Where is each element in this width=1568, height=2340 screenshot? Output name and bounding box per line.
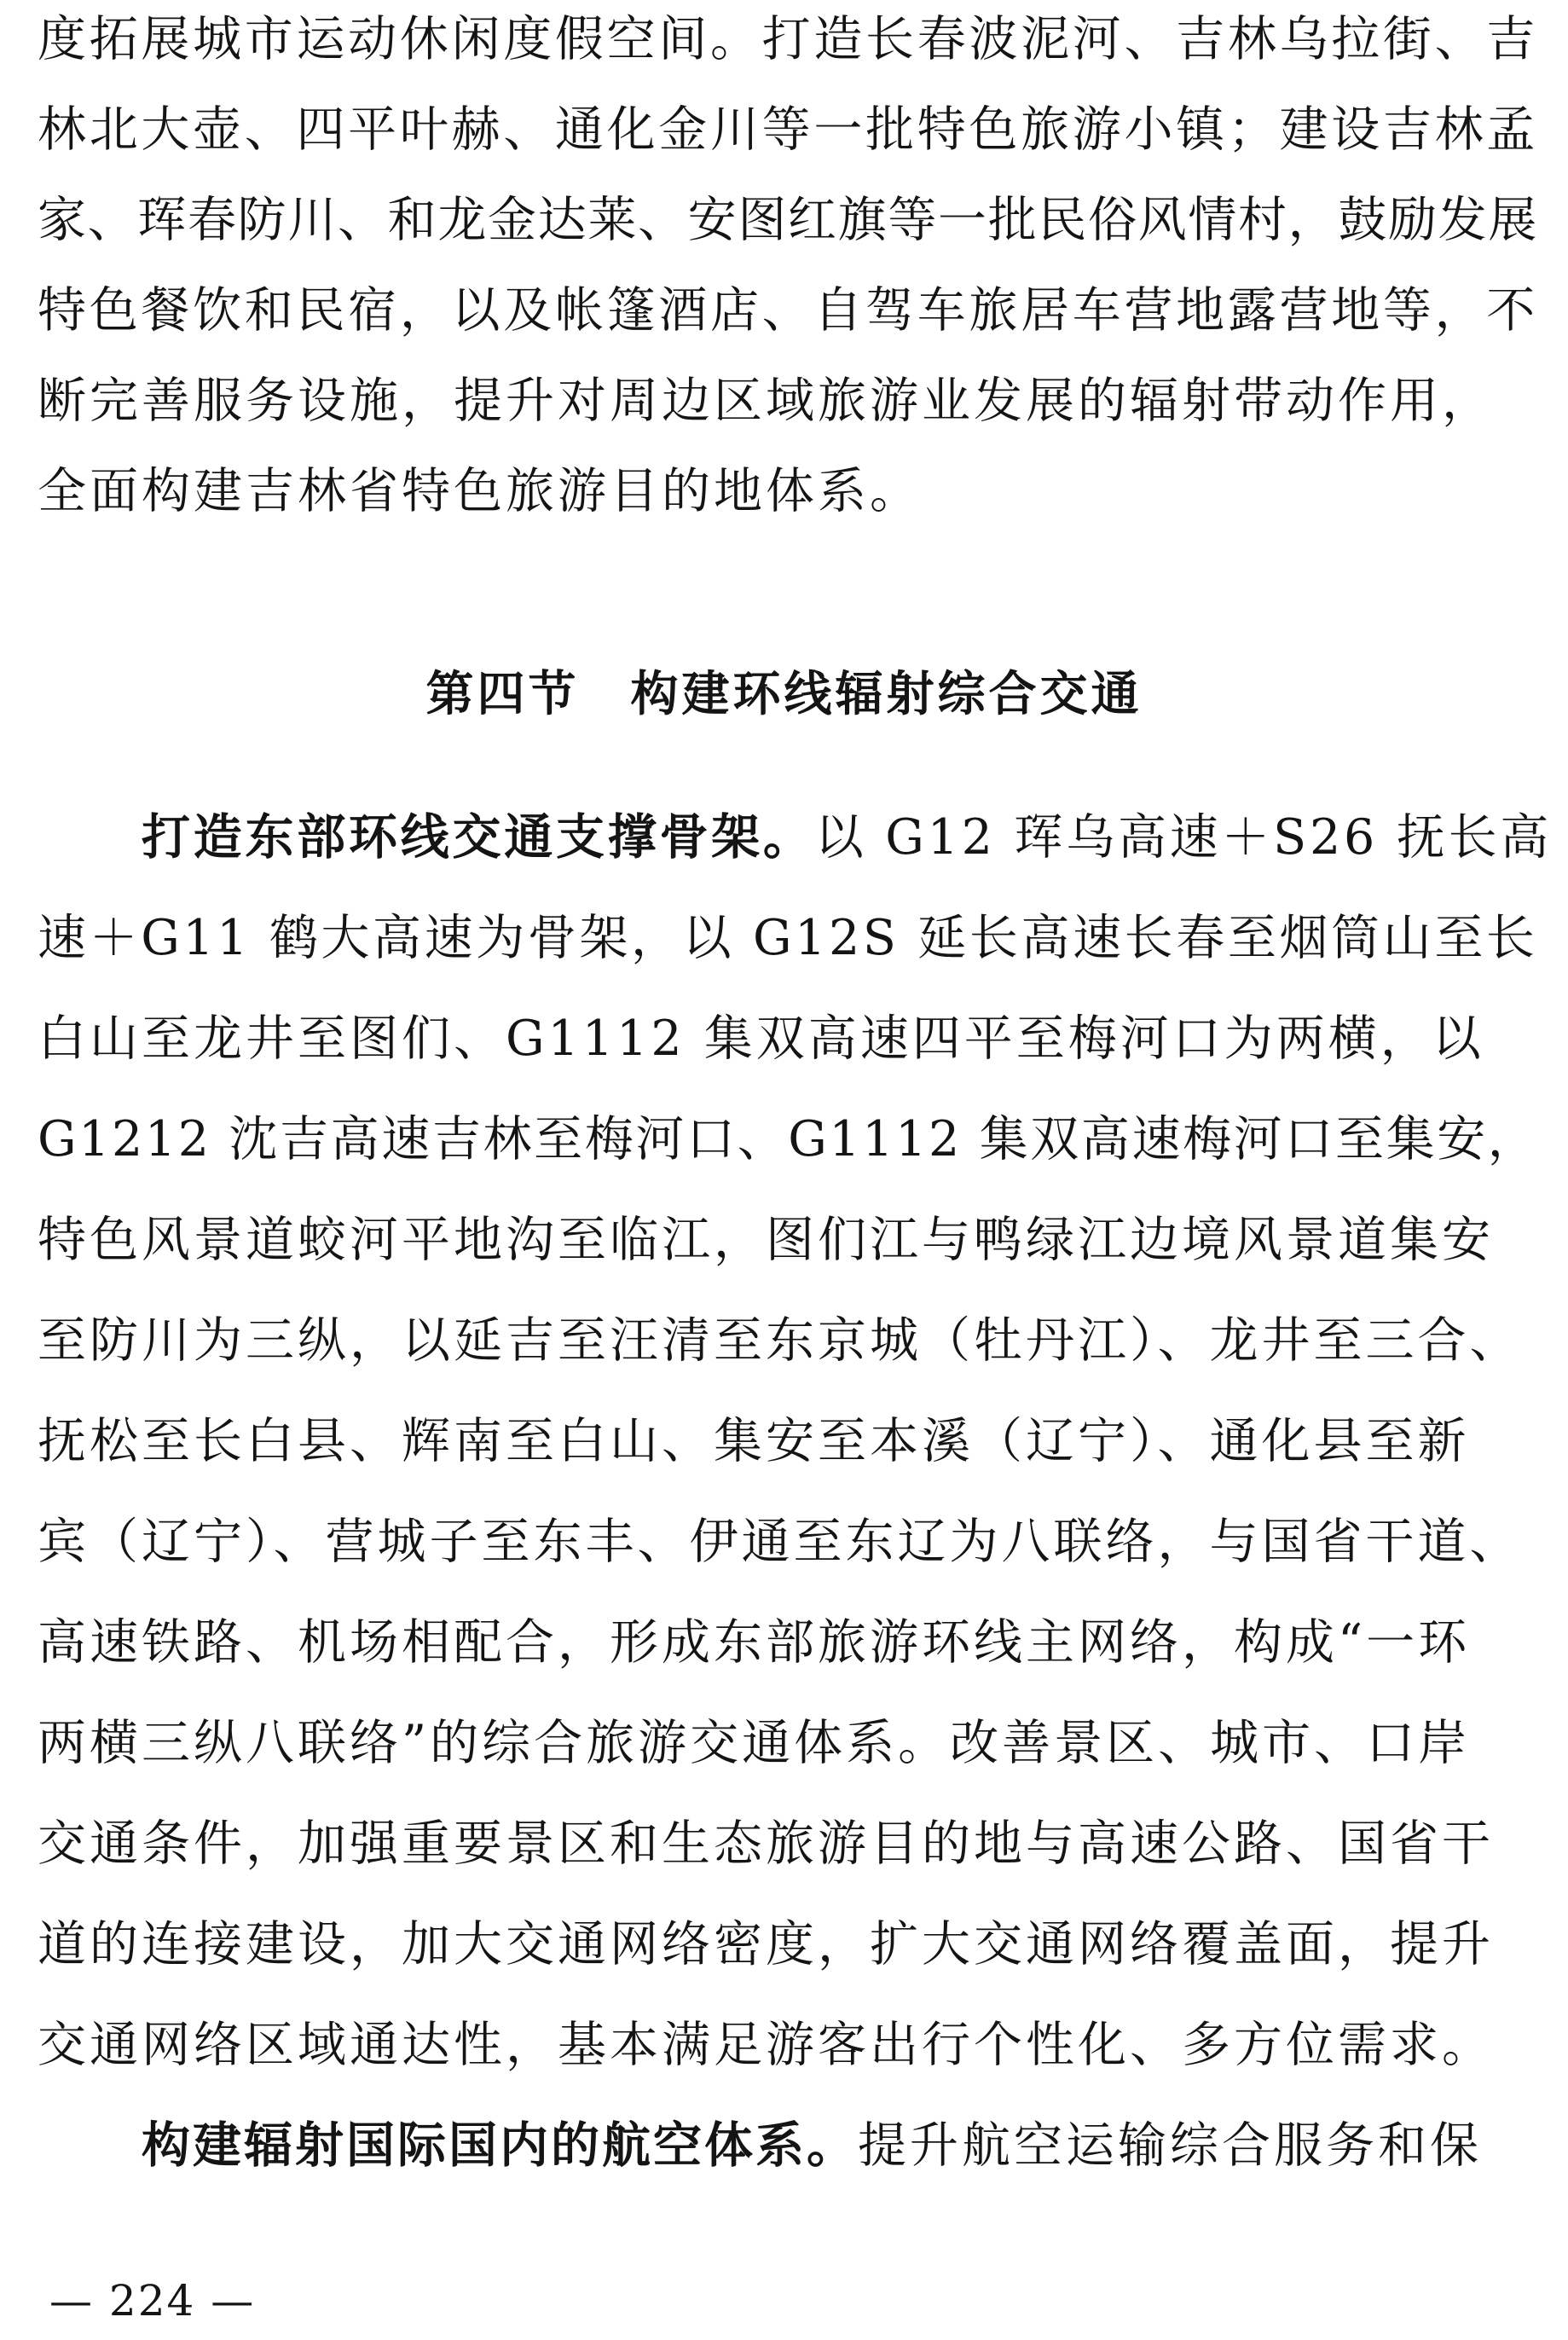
section-heading: 第四节 构建环线辐射综合交通 (425, 667, 1143, 722)
paragraph-lead: 打造东部环线交通支撑骨架。 (142, 809, 815, 866)
paragraph-text: 提升航空运输综合服务和保 (858, 2117, 1482, 2174)
text-line: 全面构建吉林省特色旅游目的地体系。 (38, 463, 922, 519)
text-line: 至防川为三纵，以延吉至汪清至东京城（牡丹江）、龙井至三合、 (38, 1312, 1522, 1369)
text-line: 度拓展城市运动休闲度假空间。打造长春波泥河、吉林乌拉街、吉 (38, 11, 1538, 67)
text-line: 道的连接建设，加大交通网络密度，扩大交通网络覆盖面，提升 (38, 1916, 1494, 1972)
text-line: 抚松至长白县、辉南至白山、集安至本溪（辽宁）、通化县至新 (38, 1413, 1470, 1469)
text-line: G1212 沈吉高速吉林至梅河口、G1112 集双高速梅河口至集安， (38, 1111, 1539, 1167)
text-line: 交通网络区域通达性，基本满足游客出行个性化、多方位需求。 (38, 2017, 1494, 2073)
text-line: 宾（辽宁）、营城子至东丰、伊通至东辽为八联络，与国省干道、 (38, 1514, 1522, 1570)
text-line: 两横三纵八联络”的综合旅游交通体系。改善景区、城市、口岸 (38, 1715, 1471, 1771)
text-line-first (142, 2111, 1482, 2180)
text-line: 速＋G11 鹤大高速为骨架，以 G12S 延长高速长春至烟筒山至长 (38, 910, 1538, 966)
text-line: 林北大壶、四平叶赫、通化金川等一批特色旅游小镇；建设吉林孟 (38, 101, 1538, 158)
text-line: 白山至龙井至图们、G1112 集双高速四平至梅河口为两横，以 (38, 1011, 1484, 1067)
paragraph-lead: 构建辐射国际国内的航空体系。 (142, 2117, 858, 2174)
page-number: — 224 — (49, 2276, 256, 2326)
text-line: 交通条件，加强重要景区和生态旅游目的地与高速公路、国省干 (38, 1816, 1494, 1872)
paragraph-text: 以 G12 珲乌高速＋S26 抚长高 (814, 809, 1553, 866)
text-line: 特色风景道蛟河平地沟至临江，图们江与鸭绿江边境风景道集安 (38, 1212, 1494, 1268)
text-line-first (142, 803, 1552, 872)
text-line: 家、珲春防川、和龙金达莱、安图红旗等一批民俗风情村，鼓励发展 (38, 192, 1538, 248)
text-line: 断完善服务设施，提升对周边区域旅游业发展的辐射带动作用， (38, 373, 1494, 429)
text-line: 高速铁路、机场相配合，形成东部旅游环线主网络，构成“一环 (38, 1614, 1471, 1671)
text-line: 特色餐饮和民宿，以及帐篷酒店、自驾车旅居车营地露营地等，不 (38, 282, 1538, 339)
